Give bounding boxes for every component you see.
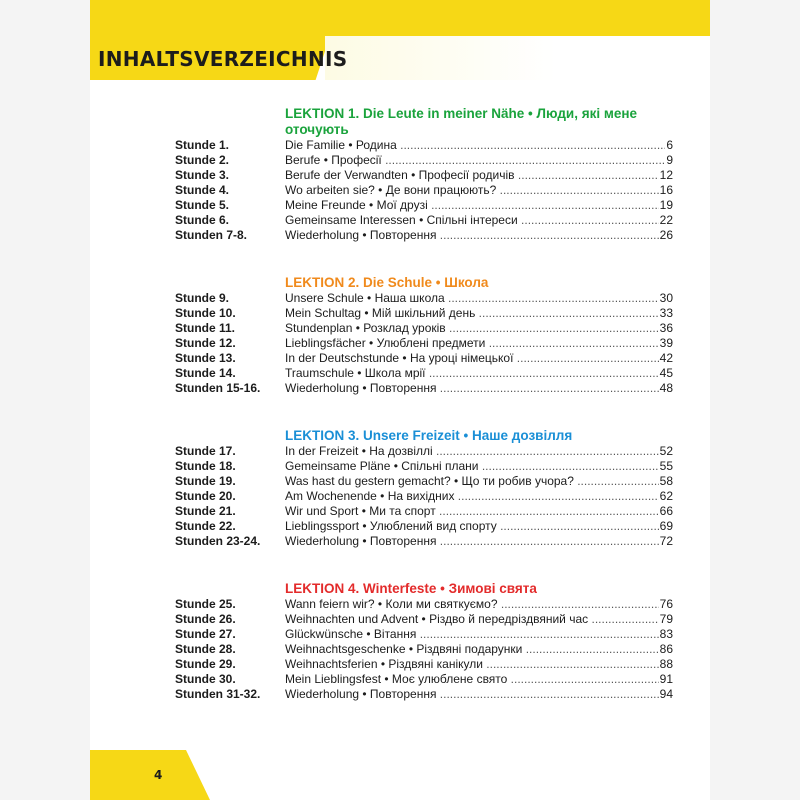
toc-row[interactable]: [175, 627, 673, 642]
toc-stunde: Stunde 2.: [175, 153, 230, 167]
toc-stunde: Stunden 23-24.: [175, 534, 261, 548]
toc-title: Wiederholung • Повторення .....: [285, 228, 665, 243]
lesson-title: Die Schule • Школа: [359, 275, 489, 290]
toc-stunde: Stunde 9.: [175, 291, 230, 305]
toc-stunde: Stunde 28.: [175, 642, 236, 656]
toc-title: Gemeinsame Pläne • Спільні плани .....: [285, 459, 665, 474]
toc-title: Wiederholung • Повторення .....: [285, 687, 665, 702]
toc-stunde: Stunde 6.: [175, 213, 230, 227]
lesson-title: Unsere Freizeit • Наше дозвілля: [359, 428, 573, 443]
toc-page: 94: [659, 687, 673, 701]
toc-page: 45: [659, 366, 673, 380]
toc-page: 91: [659, 672, 673, 686]
lesson-heading-4: [285, 581, 685, 597]
toc-title: Gemeinsame Interessen • Спільні інтереси .....: [285, 213, 665, 228]
toc-page: 6: [666, 138, 673, 152]
toc-page: 66: [659, 504, 673, 518]
toc-row[interactable]: [175, 519, 673, 534]
toc-title: Mein Schultag • Мій шкільний день .....: [285, 306, 665, 321]
toc-title: Berufe der Verwandten • Професії родичів .....: [285, 168, 665, 183]
toc-stunde: Stunden 7-8.: [175, 228, 248, 242]
toc-title: Weihnachtsferien • Різдвяні канікули .....: [285, 657, 665, 672]
lesson-heading-1: [285, 106, 685, 138]
toc-title: Wiederholung • Повторення .....: [285, 534, 665, 549]
toc-title: Stundenplan • Розклад уроків .....: [285, 321, 665, 336]
toc-row[interactable]: [175, 183, 673, 198]
top-color-band: [90, 0, 710, 36]
toc-page: 55: [659, 459, 673, 473]
toc-title: Am Wochenende • На вихідних .....: [285, 489, 665, 504]
toc-page: 86: [659, 642, 673, 656]
toc-page: 16: [659, 183, 673, 197]
toc-row[interactable]: [175, 213, 673, 228]
toc-page: 36: [659, 321, 673, 335]
lesson-title: Winterfeste • Зимові свята: [359, 581, 537, 596]
toc-stunde: Stunde 10.: [175, 306, 236, 320]
toc-page: 76: [659, 597, 673, 611]
toc-title: Meine Freunde • Мої друзі .....: [285, 198, 665, 213]
toc-row[interactable]: [175, 336, 673, 351]
toc-title: Unsere Schule • Наша школа .....: [285, 291, 665, 306]
toc-page: 42: [659, 351, 673, 365]
toc-row[interactable]: [175, 612, 673, 627]
toc-row[interactable]: [175, 228, 673, 243]
toc-stunde: Stunde 21.: [175, 504, 236, 518]
lesson-prefix: LEKTION 4.: [285, 581, 360, 596]
lesson-prefix: LEKTION 2.: [285, 275, 360, 290]
toc-stunde: Stunde 5.: [175, 198, 230, 212]
toc-row[interactable]: [175, 153, 673, 168]
toc-page: 39: [659, 336, 673, 350]
lesson-heading-2: [285, 275, 685, 291]
toc-stunde: Stunde 11.: [175, 321, 236, 335]
toc-stunde: Stunde 17.: [175, 444, 236, 458]
toc-title: Weihnachten und Advent • Різдво й передріздвяний час .....: [285, 612, 665, 627]
toc-row[interactable]: [175, 672, 673, 687]
toc-stunde: Stunde 18.: [175, 459, 236, 473]
toc-title: Lieblingssport • Улюблений вид спорту .....: [285, 519, 665, 534]
toc-title: Wir und Sport • Ми та спорт .....: [285, 504, 665, 519]
toc-stunde: Stunde 3.: [175, 168, 230, 182]
toc-row[interactable]: [175, 306, 673, 321]
toc-page: 88: [659, 657, 673, 671]
toc-page: 9: [666, 153, 673, 167]
toc-row[interactable]: [175, 321, 673, 336]
toc-stunde: Stunden 31-32.: [175, 687, 261, 701]
toc-page: 26: [659, 228, 673, 242]
toc-title: Wann feiern wir? • Коли ми святкуємо? .....: [285, 597, 665, 612]
toc-row[interactable]: [175, 366, 673, 381]
toc-page: 19: [659, 198, 673, 212]
toc-page: 69: [659, 519, 673, 533]
toc-title: Weihnachtsgeschenke • Різдвяні подарунки .....: [285, 642, 665, 657]
toc-stunde: Stunde 26.: [175, 612, 236, 626]
toc-row[interactable]: [175, 459, 673, 474]
toc-page: 83: [659, 627, 673, 641]
toc-page: 33: [659, 306, 673, 320]
toc-page: 52: [659, 444, 673, 458]
toc-title: In der Deutschstunde • На уроці німецької .....: [285, 351, 665, 366]
toc-row[interactable]: [175, 138, 673, 153]
toc-stunde: Stunde 13.: [175, 351, 236, 365]
toc-title: Traumschule • Школа мрії .....: [285, 366, 665, 381]
toc-stunde: Stunde 27.: [175, 627, 236, 641]
toc-stunde: Stunde 20.: [175, 489, 236, 503]
title-band-fade: [325, 36, 710, 80]
toc-row[interactable]: [175, 489, 673, 504]
toc-stunde: Stunde 30.: [175, 672, 236, 686]
toc-row[interactable]: [175, 474, 673, 489]
lesson-title-line2: оточують: [285, 122, 349, 137]
toc-page: 48: [659, 381, 673, 395]
toc-title: Mein Lieblingsfest • Моє улюблене свято .....: [285, 672, 665, 687]
toc-stunde: Stunden 15-16.: [175, 381, 261, 395]
toc-title: Was hast du gestern gemacht? • Що ти робив учора? .....: [285, 474, 665, 489]
toc-title: Die Familie • Родина .....: [285, 138, 665, 153]
toc-row[interactable]: [175, 597, 673, 612]
toc-page: 22: [659, 213, 673, 227]
toc-row[interactable]: [175, 687, 673, 702]
toc-title: Wo arbeiten sie? • Де вони працюють? .....: [285, 183, 665, 198]
lesson-heading-3: [285, 428, 685, 444]
toc-title: Glückwünsche • Вітання .....: [285, 627, 665, 642]
toc-page: 79: [659, 612, 673, 626]
toc-stunde: Stunde 14.: [175, 366, 236, 380]
toc-stunde: Stunde 19.: [175, 474, 236, 488]
page-title: INHALTSVERZEICHNIS: [98, 47, 348, 71]
toc-row[interactable]: [175, 534, 673, 549]
lesson-prefix: LEKTION 1.: [285, 106, 360, 121]
toc-stunde: Stunde 22.: [175, 519, 236, 533]
toc-title: Lieblingsfächer • Улюблені предмети .....: [285, 336, 665, 351]
toc-title: In der Freizeit • На дозвіллі .....: [285, 444, 665, 459]
toc-stunde: Stunde 4.: [175, 183, 230, 197]
toc-row[interactable]: [175, 444, 673, 459]
page-number: 4: [154, 768, 163, 782]
toc-page: 30: [659, 291, 673, 305]
toc-stunde: Stunde 25.: [175, 597, 236, 611]
toc-page: 72: [659, 534, 673, 548]
toc-row[interactable]: [175, 351, 673, 366]
toc-row[interactable]: [175, 198, 673, 213]
toc-row[interactable]: [175, 504, 673, 519]
toc-row[interactable]: [175, 168, 673, 183]
toc-row[interactable]: [175, 291, 673, 306]
toc-title: Wiederholung • Повторення .....: [285, 381, 665, 396]
toc-page: 12: [659, 168, 673, 182]
toc-page: 62: [659, 489, 673, 503]
toc-row[interactable]: [175, 657, 673, 672]
toc-stunde: Stunde 29.: [175, 657, 236, 671]
toc-row[interactable]: [175, 642, 673, 657]
toc-title: Berufe • Професії .....: [285, 153, 665, 168]
toc-stunde: Stunde 1.: [175, 138, 230, 152]
toc-stunde: Stunde 12.: [175, 336, 236, 350]
lesson-prefix: LEKTION 3.: [285, 428, 360, 443]
toc-page: 58: [659, 474, 673, 488]
lesson-title: Die Leute in meiner Nähe • Люди, які мене: [359, 106, 638, 121]
toc-row[interactable]: [175, 381, 673, 396]
